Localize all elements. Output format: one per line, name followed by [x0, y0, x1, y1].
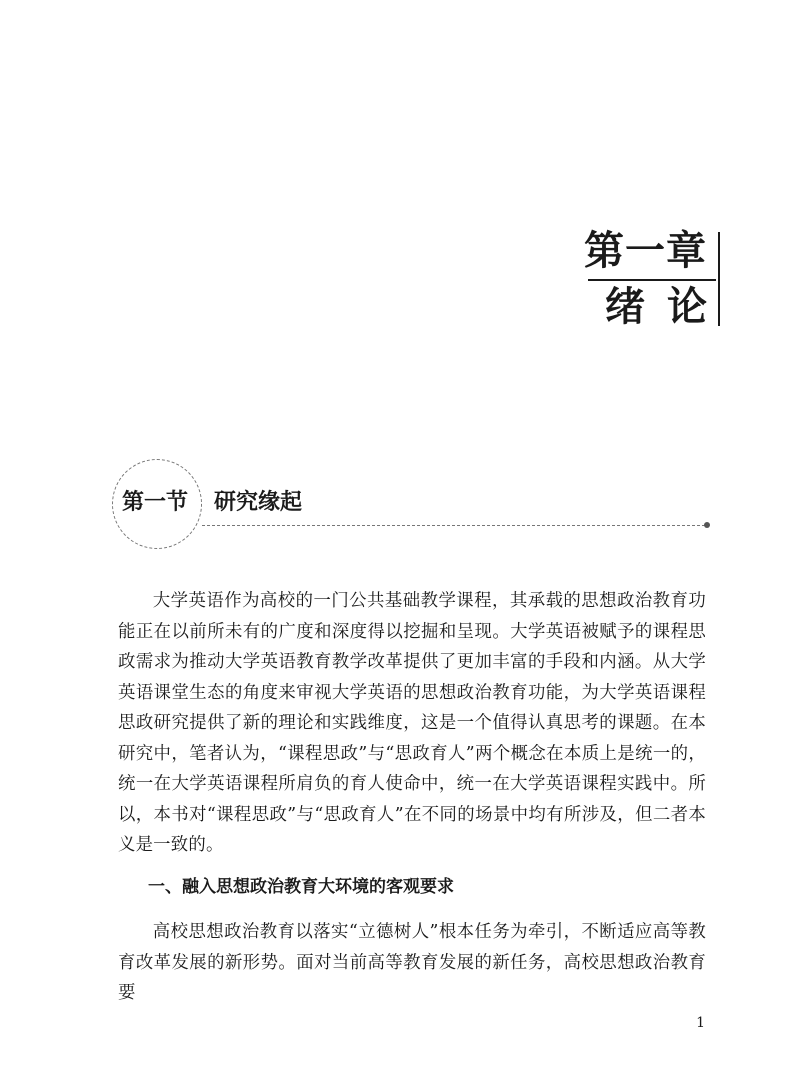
body-paragraph-2: 高校思想政治教育以落实“立德树人”根本任务为牵引，不断适应高等教育改革发展的新形势。面对当前高等教育发展的新任务，高校思想政治教育要 — [118, 922, 706, 1003]
section-title: 研究缘起 — [214, 490, 303, 515]
page-number: 1 — [696, 1015, 705, 1031]
chapter-title: 绪论 — [605, 284, 729, 330]
subsection-heading: 一、融入思想政治教育大环境的客观要求 — [148, 877, 454, 897]
section-divider-line — [202, 525, 705, 526]
section-divider-dot — [704, 522, 710, 528]
chapter-number: 第一章 — [584, 228, 707, 274]
section-heading — [122, 488, 302, 518]
chapter-divider-horizontal — [588, 279, 716, 281]
section-number: 第一节 — [122, 490, 189, 515]
body-paragraph-1: 大学英语作为高校的一门公共基础教学课程，其承载的思想政治教育功能正在以前所未有的广度和深度得以挖掘和呈现。大学英语被赋予的课程思政需求为推动大学英语教育教学改革提供了更加丰富的手段和内涵。从大学英语课堂生态的角度来审视大学英语的思想政治教育功能，为大学英语课程思政研究提供了新的理论和实践维度，这是一个值得认真思考的课题。在本研究中，笔者认为，“课程思政”与“思政育人”两个概念在本质上是统一的，统一在大学英语课程所肩负的育人使命中，统一在大学英语课程实践中。所以，本书对“课程思政”与“思政育人”在不同的场景中均有所涉及，但二者本义是一致的。 — [118, 591, 706, 855]
